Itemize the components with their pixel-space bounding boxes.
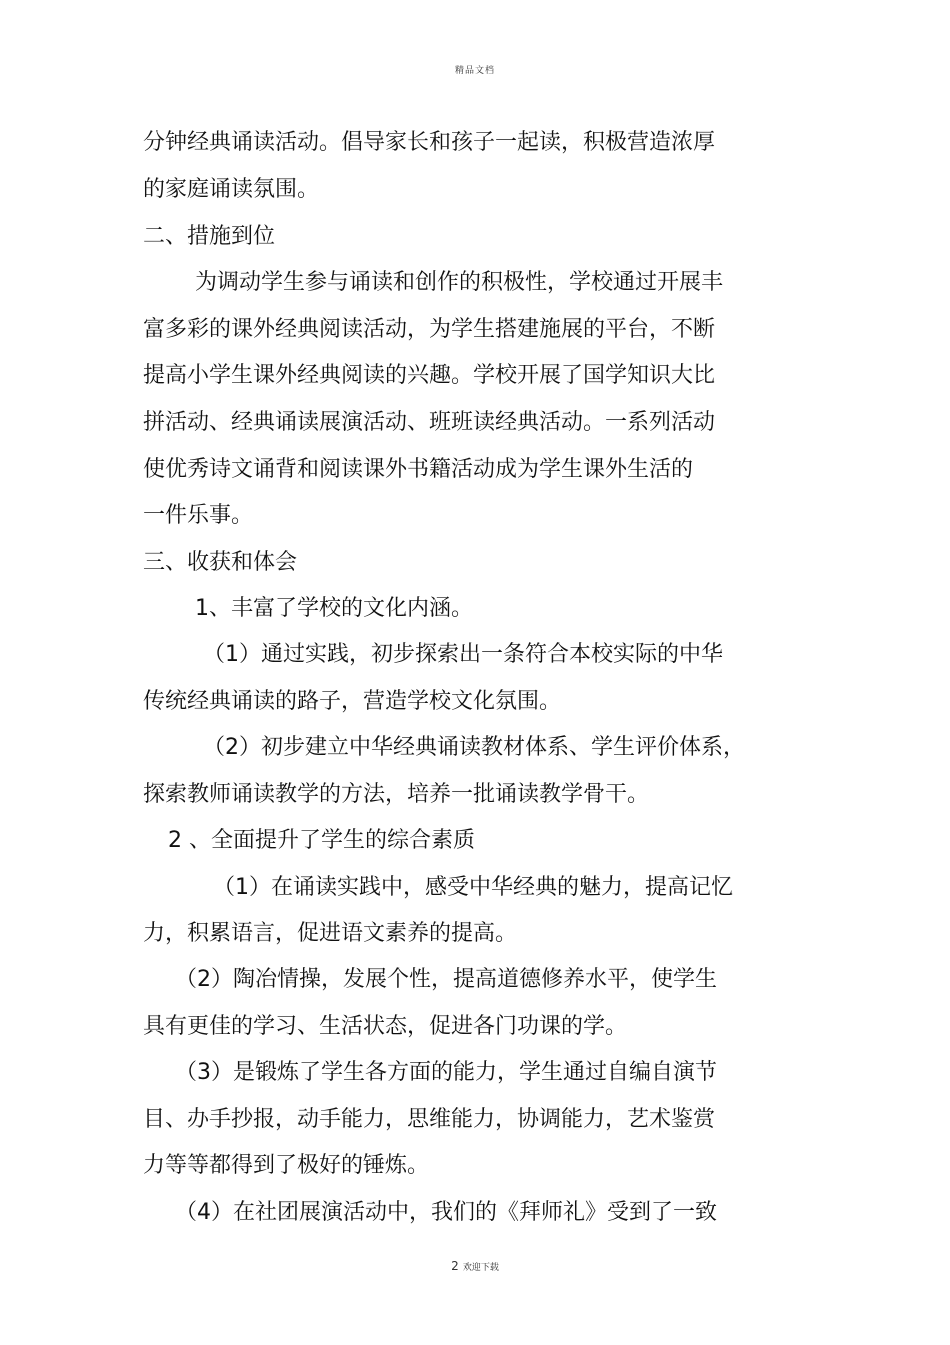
paragraph-line: 具有更佳的学习、生活状态，促进各门功课的学。 (143, 1014, 628, 1039)
section-heading: 三、收获和体会 (143, 550, 298, 575)
paragraph-line: 的家庭诵读氛围。 (143, 177, 320, 202)
paragraph-line: （1）在诵读实践中，感受中华经典的魅力，提高记忆 (213, 875, 733, 900)
paragraph-line: 力等等都得到了极好的锤炼。 (143, 1153, 430, 1178)
subsection-heading: 2 、全面提升了学生的综合素质 (168, 828, 475, 853)
paragraph-line: 拼活动、经典诵读展演活动、班班读经典活动。一系列活动 (143, 410, 716, 435)
paragraph-line: 富多彩的课外经典阅读活动，为学生搭建施展的平台，不断 (143, 317, 716, 342)
paragraph-line: （4）在社团展演活动中，我们的《拜师礼》受到了一致 (175, 1200, 717, 1225)
section-heading: 二、措施到位 (143, 224, 276, 249)
footer-text: 欢迎下载 (462, 1263, 499, 1273)
paragraph-line: （2）初步建立中华经典诵读教材体系、学生评价体系， (203, 735, 745, 760)
paragraph-line: 使优秀诗文诵背和阅读课外书籍活动成为学生课外生活的 (143, 457, 694, 482)
paragraph-line: 力，积累语言，促进语文素养的提高。 (143, 921, 518, 946)
paragraph-line: （3）是锻炼了学生各方面的能力，学生通过自编自演节 (175, 1060, 717, 1085)
paragraph-line: 探索教师诵读教学的方法，培养一批诵读教学骨干。 (143, 782, 650, 807)
page-header: 精品文档 (454, 66, 495, 76)
page-number: 2 (451, 1259, 459, 1273)
paragraph-line: 一件乐事。 (143, 503, 254, 528)
paragraph-line: 分钟经典诵读活动。倡导家长和孩子一起读，积极营造浓厚 (143, 130, 716, 155)
subsection-heading: 1、丰富了学校的文化内涵。 (195, 596, 473, 621)
paragraph-line: （2）陶冶情操，发展个性，提高道德修养水平，使学生 (175, 967, 717, 992)
paragraph-line: 为调动学生参与诵读和创作的积极性，学校通过开展丰 (195, 270, 724, 295)
paragraph-line: 目、办手抄报，动手能力，思维能力，协调能力，艺术鉴赏 (143, 1107, 716, 1132)
page-footer (0, 1259, 950, 1273)
paragraph-line: （1）通过实践，初步探索出一条符合本校实际的中华 (203, 642, 723, 667)
paragraph-line: 传统经典诵读的路子，营造学校文化氛围。 (143, 689, 562, 714)
paragraph-line: 提高小学生课外经典阅读的兴趣。学校开展了国学知识大比 (143, 363, 716, 388)
